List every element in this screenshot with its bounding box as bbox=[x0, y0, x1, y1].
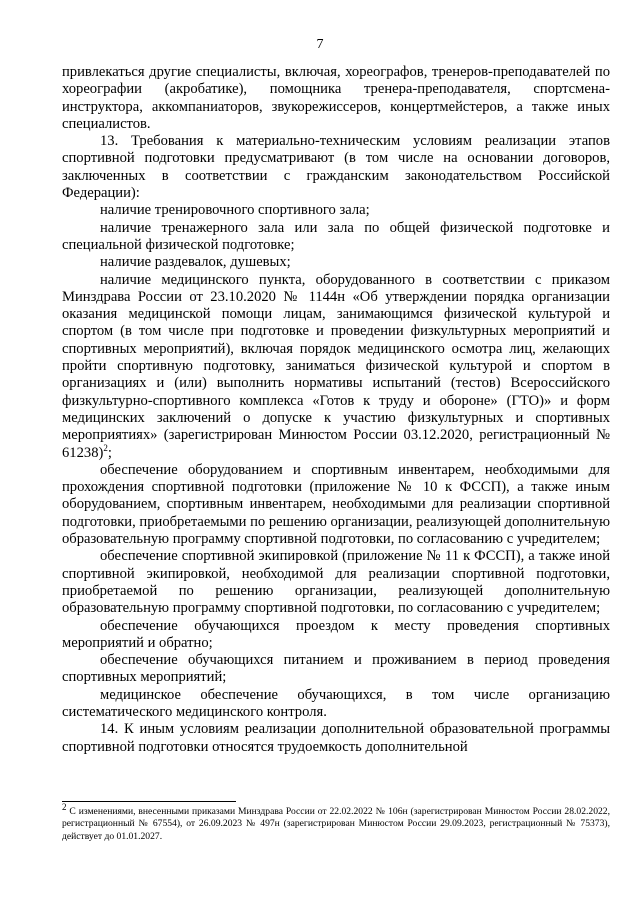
paragraph-section-14: 14. К иным условиям реализации дополнительной образовательной программы спортивной подготовки относятся трудоемкость дополнительной bbox=[62, 721, 610, 755]
list-item-training-hall: наличие тренировочного спортивного зала; bbox=[100, 202, 370, 219]
list-item-travel: обеспечение обучающихся проездом к месту проведения спортивных мероприятий и обратно; bbox=[62, 617, 610, 651]
list-item-medical-support: медицинское обеспечение обучающихся, в том числе организацию систематического медицинского контроля. bbox=[62, 686, 610, 720]
document-body bbox=[62, 64, 610, 756]
list-item-sports-gear: обеспечение спортивной экипировкой (приложение № 11 к ФССП), а также иной спортивной экипировкой, необходимой для реализации спортивной подготовки, приобретаемой по решению организации, реализующей дополнительную образовательную программу спортивной подготовки, по согласованию с учредителем; bbox=[62, 548, 610, 617]
paragraph-specialists-continued: привлекаться другие специалисты, включая, хореографов, тренеров-преподавателей по хореографии (акробатике), помощника тренера-преподавателя, спортсмена-инструктора, аккомпаниаторов, звукорежиссеров, концертмейстеров, а также иных специалистов. bbox=[62, 64, 610, 132]
medical-point-suffix: ; bbox=[107, 444, 112, 461]
list-item-equipment: обеспечение оборудованием и спортивным инвентарем, необходимыми для прохождения спортивной подготовки (приложение № 10 к ФССП), а также иным оборудованием, спортивным инвентарем, необходимыми для реализации спортивной подготовки, приобретаемыми по решению организации, реализующей дополнительную образовательную программу спортивной подготовки, по согласованию с учредителем; bbox=[62, 461, 610, 548]
footnote-separator bbox=[62, 801, 236, 802]
list-item-gym: наличие тренажерного зала или зала по общей физической подготовке и специальной физической подготовке; bbox=[62, 219, 610, 253]
paragraph-section-13: 13. Требования к материально-техническим условиям реализации этапов спортивной подготовки предусматривают (в том числе на основании договоров, заключенных в соответствии с гражданским законодательством Российской Федерации): bbox=[62, 133, 610, 202]
footnote-marker: 2 bbox=[62, 801, 67, 812]
footnote-reference: 2 bbox=[103, 442, 108, 453]
footnote-text: С изменениями, внесенными приказами Минздрава России от 22.02.2022 № 106н (зарегистрирован Минюстом России 28.02.2022, регистрационный № 67554), от 26.09.2023 № 497н (зарегистрирован Минюстом России 29.09.2023, регистрационный № 75373), действует до 01.01.2027. bbox=[62, 806, 610, 842]
list-item-meals-lodging: обеспечение обучающихся питанием и проживанием в период проведения спортивных мероприятий; bbox=[62, 652, 610, 686]
page-number: 7 bbox=[316, 37, 324, 52]
list-item-locker-rooms: наличие раздевалок, душевых; bbox=[100, 254, 291, 271]
list-item-medical-point bbox=[62, 272, 610, 462]
medical-point-text: наличие медицинского пункта, оборудованного в соответствии с приказом Минздрава России от 23.10.2020 № 1144н «Об утверждении порядка организации оказания медицинской помощи лицам, занимающимся физической культурой и спортом (в том числе при подготовке и проведении физкультурных мероприятий и спортивных мероприятий), включая порядок медицинского осмотра лиц, желающих пройти спортивную подготовку, заниматься физической культурой и спортом в организациях и (или) выполнить нормативы испытаний (тестов) Всероссийского физкультурно-спортивного комплекса «Готов к труду и обороне» (ГТО)» и форм медицинских заключений о допуске к участию физкультурных и спортивных мероприятиях» (зарегистрирован Минюстом России 03.12.2020, регистрационный № 61238) bbox=[62, 271, 610, 461]
footnote bbox=[62, 801, 610, 843]
